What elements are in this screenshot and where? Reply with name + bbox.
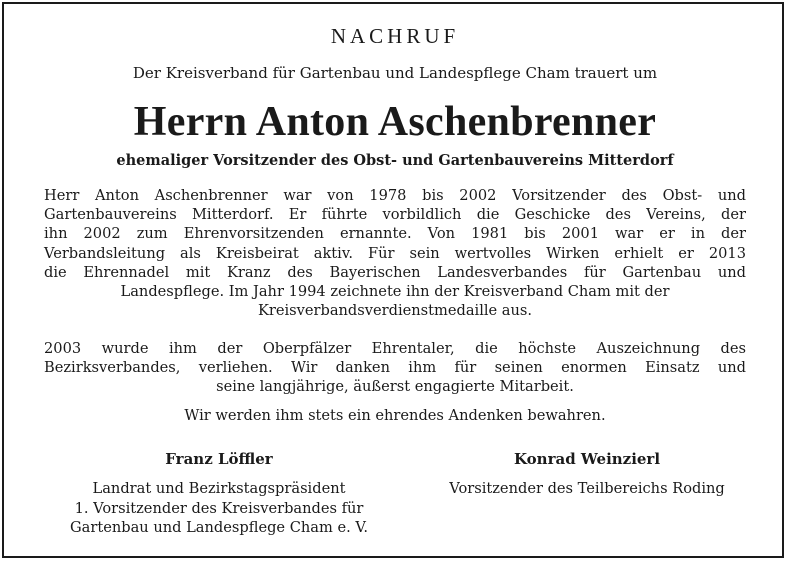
text-line: seine langjährige, äußerst engagierte Mitarbeit. [216,378,574,396]
text-line: 2003 wurde ihm der Oberpfälzer Ehrentaler, die höchste Auszeichnung des [44,340,746,357]
signatory-left [44,450,394,538]
acknowledgement-paragraph [44,339,746,397]
text-line: ihn 2002 zum Ehrenvorsitzenden ernannte. Von 1981 bis 2001 war er in der [44,225,746,243]
text-line: Verbandsleitung als Kreisbeirat aktiv. Für sein wertvolles Wirken erhielt er 2013 [44,244,746,262]
text-line: Herr Anton Aschenbrenner war von 1978 bis 2002 Vorsitzender des Obst- und [44,187,746,204]
text-line: die Ehrennadel mit Kranz des Bayerischen Landesverbandes für Gartenbau und [44,263,746,281]
text-line: Bezirksverbandes, verliehen. Wir danken ihm für seinen enormen Einsatz und [44,359,746,377]
signatory-right [428,450,746,499]
signatory-name: Franz Löffler [165,450,273,468]
text-line: Gartenbauvereins Mitterdorf. Er führte vorbildlich die Geschicke des Vereins, der [44,206,746,224]
deceased-name: Herrn Anton Aschenbrenner [133,99,657,145]
signatory-title-line: Landrat und Bezirkstagspräsident [92,480,346,498]
signatory-title-line: Gartenbau und Landespflege Cham e. V. [70,519,368,537]
biography-paragraph [44,186,746,320]
notice-intro: Der Kreisverband für Gartenbau und Landespflege Cham trauert um [132,64,658,82]
deceased-role: ehemaliger Vorsitzender des Obst- und Gartenbauvereins Mitterdorf [116,152,674,169]
notice-heading: NACHRUF [330,24,460,48]
signatory-name: Konrad Weinzierl [513,450,661,468]
signatory-title-line: 1. Vorsitzender des Kreisverbandes für [74,499,364,517]
signatory-title-line: Vorsitzender des Teilbereichs Roding [449,480,725,498]
closing-line: Wir werden ihm stets ein ehrendes Andenken bewahren. [184,407,606,424]
text-line: Kreisverbandsverdienstmedaille aus. [257,302,533,320]
text-line: Landespflege. Im Jahr 1994 zeichnete ihn der Kreisverband Cham mit der [120,283,670,301]
